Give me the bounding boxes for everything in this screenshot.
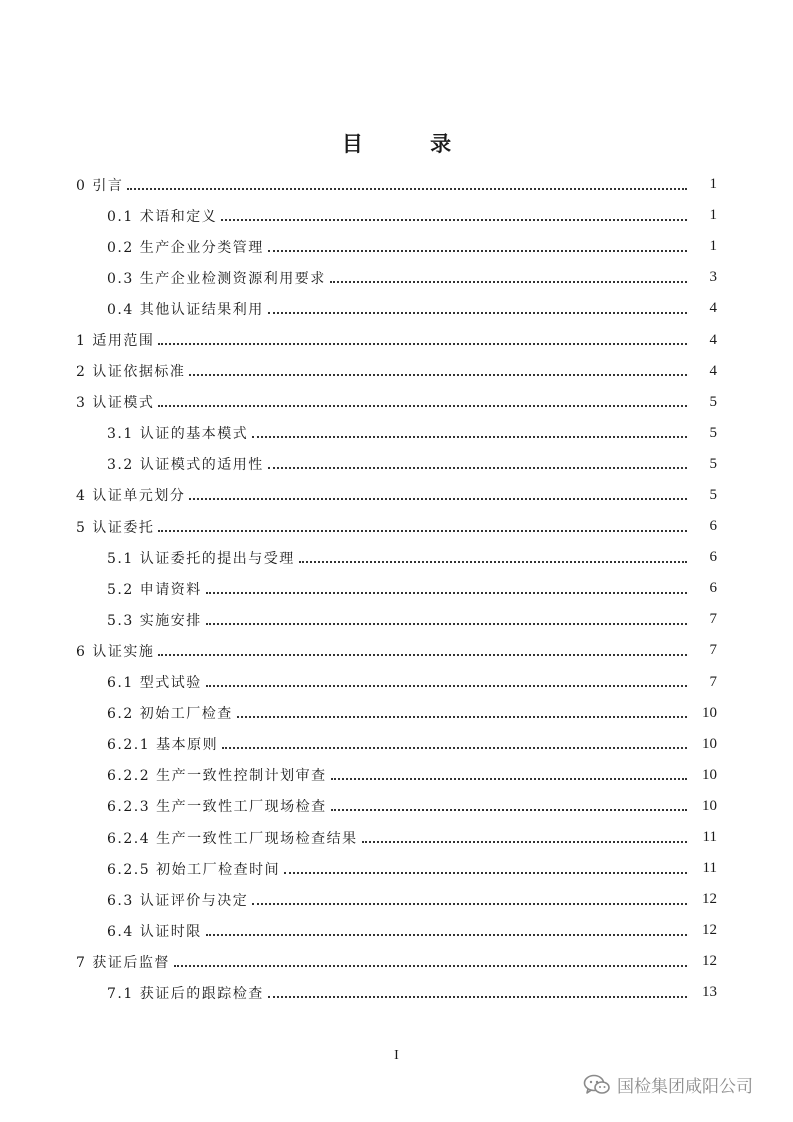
watermark-text: 国检集团咸阳公司 <box>617 1077 753 1097</box>
toc-leader-dots <box>206 685 687 687</box>
toc-entry[interactable] <box>0 853 793 884</box>
toc-entry-page: 5 <box>709 424 717 441</box>
toc-entry[interactable] <box>0 698 793 729</box>
toc-leader-dots <box>268 250 687 252</box>
toc-entry-page: 7 <box>709 611 717 628</box>
toc-leader-dots <box>362 841 687 843</box>
toc-entry[interactable] <box>0 324 793 355</box>
toc-entry-page: 10 <box>702 766 717 783</box>
toc-entry-page: 12 <box>702 953 717 970</box>
toc-entry-page: 10 <box>702 797 717 814</box>
toc-entry[interactable] <box>0 200 793 231</box>
toc-entry-page: 4 <box>709 300 717 317</box>
toc-entry-page: 12 <box>702 922 717 939</box>
wechat-icon <box>583 1074 611 1096</box>
toc-leader-dots <box>299 561 687 563</box>
toc-entry-label: 7 获证后监督 <box>76 954 170 971</box>
toc-entry-page: 6 <box>709 549 717 566</box>
toc-entry-label: 6.2.5 初始工厂检查时间 <box>107 861 281 878</box>
toc-leader-dots <box>331 778 687 780</box>
toc-entry-label: 0.4 其他认证结果利用 <box>107 301 264 318</box>
toc-entry-label: 6.2.3 生产一致性工厂现场检查 <box>107 799 327 816</box>
toc-leader-dots <box>252 903 687 905</box>
toc-entry-page: 1 <box>709 176 717 193</box>
toc-entry-label: 1 适用范围 <box>76 333 155 350</box>
toc-entry-page: 7 <box>709 673 717 690</box>
toc-entry[interactable] <box>0 635 793 666</box>
toc-leader-dots <box>206 623 687 625</box>
toc-entry[interactable] <box>0 791 793 822</box>
toc-leader-dots <box>189 498 687 500</box>
toc-entry-page: 6 <box>709 518 717 535</box>
toc-leader-dots <box>127 188 687 190</box>
toc-entry[interactable] <box>0 915 793 946</box>
toc-leader-dots <box>189 374 687 376</box>
toc-leader-dots <box>268 996 687 998</box>
toc-entry-label: 2 认证依据标准 <box>76 364 186 381</box>
toc-entry-page: 10 <box>702 735 717 752</box>
toc-entry[interactable] <box>0 760 793 791</box>
toc-entry[interactable] <box>0 356 793 387</box>
toc-entry-label: 3.1 认证的基本模式 <box>107 426 249 443</box>
toc-leader-dots <box>222 747 687 749</box>
toc-entry-label: 6.2.1 基本原则 <box>107 737 219 754</box>
toc-entry-page: 7 <box>709 642 717 659</box>
toc-entry[interactable] <box>0 729 793 760</box>
toc-entry-page: 10 <box>702 704 717 721</box>
toc-entry[interactable] <box>0 418 793 449</box>
toc-entry[interactable] <box>0 169 793 200</box>
toc-entry-label: 6 认证实施 <box>76 643 155 660</box>
toc-leader-dots <box>237 716 687 718</box>
toc-leader-dots <box>268 467 687 469</box>
toc-leader-dots <box>158 530 687 532</box>
toc-entry-label: 0.3 生产企业检测资源利用要求 <box>107 270 326 287</box>
toc-entry-page: 4 <box>709 362 717 379</box>
toc-entry[interactable] <box>0 480 793 511</box>
toc-entry-page: 11 <box>702 860 717 877</box>
toc-entry-label: 3.2 认证模式的适用性 <box>107 457 264 474</box>
toc-leader-dots <box>158 654 687 656</box>
toc-entry-page: 6 <box>709 580 717 597</box>
toc-entry[interactable] <box>0 667 793 698</box>
toc-entry-page: 11 <box>702 829 717 846</box>
toc-entry[interactable] <box>0 293 793 324</box>
toc-entry-label: 6.3 认证评价与决定 <box>107 892 249 909</box>
toc-entry-label: 0.1 术语和定义 <box>107 208 218 225</box>
toc-entry-label: 3 认证模式 <box>76 395 155 412</box>
watermark <box>583 1072 753 1097</box>
toc-leader-dots <box>174 965 687 967</box>
toc-entry-label: 4 认证单元划分 <box>76 488 186 505</box>
toc-leader-dots <box>284 872 687 874</box>
toc-entry[interactable] <box>0 977 793 1008</box>
toc-entry-label: 5.3 实施安排 <box>107 612 202 629</box>
toc-entry-page: 5 <box>709 455 717 472</box>
toc-entry-label: 6.2 初始工厂检查 <box>107 706 233 723</box>
page-title: 目 录 <box>341 131 482 156</box>
toc-entry-label: 7.1 获证后的跟踪检查 <box>107 985 264 1002</box>
toc-leader-dots <box>252 436 687 438</box>
toc-entry[interactable] <box>0 604 793 635</box>
toc-leader-dots <box>158 405 687 407</box>
toc-entry-page: 3 <box>709 269 717 286</box>
toc-leader-dots <box>268 312 687 314</box>
page-number: I <box>394 1048 399 1063</box>
toc-entry-page: 1 <box>709 238 717 255</box>
toc-entry-page: 12 <box>702 891 717 908</box>
toc-entry[interactable] <box>0 573 793 604</box>
toc-entry[interactable] <box>0 511 793 542</box>
toc-leader-dots <box>158 343 687 345</box>
toc-entry-label: 0 引言 <box>76 177 124 194</box>
toc-leader-dots <box>331 809 687 811</box>
toc-entry[interactable] <box>0 231 793 262</box>
toc-leader-dots <box>221 219 687 221</box>
toc-entry-page: 5 <box>709 486 717 503</box>
toc-entry[interactable] <box>0 449 793 480</box>
toc-entry-label: 5.1 认证委托的提出与受理 <box>107 550 295 567</box>
toc-entry-label: 6.4 认证时限 <box>107 923 202 940</box>
toc-entry[interactable] <box>0 946 793 977</box>
toc-entry[interactable] <box>0 542 793 573</box>
toc-list <box>0 169 793 1009</box>
toc-entry[interactable] <box>0 387 793 418</box>
toc-entry[interactable] <box>0 822 793 853</box>
toc-entry-page: 4 <box>709 331 717 348</box>
toc-entry-label: 6.1 型式试验 <box>107 675 202 692</box>
toc-entry-label: 5 认证委托 <box>76 519 155 536</box>
toc-entry-page: 5 <box>709 393 717 410</box>
toc-entry-label: 0.2 生产企业分类管理 <box>107 239 264 256</box>
toc-entry-label: 6.2.2 生产一致性控制计划审查 <box>107 768 327 785</box>
toc-leader-dots <box>206 934 687 936</box>
toc-entry-label: 6.2.4 生产一致性工厂现场检查结果 <box>107 830 358 847</box>
toc-entry-page: 13 <box>702 984 717 1001</box>
toc-entry-label: 5.2 申请资料 <box>107 581 202 598</box>
toc-entry[interactable] <box>0 884 793 915</box>
toc-leader-dots <box>330 281 687 283</box>
toc-leader-dots <box>206 592 687 594</box>
toc-entry-page: 1 <box>709 207 717 224</box>
toc-entry[interactable] <box>0 262 793 293</box>
